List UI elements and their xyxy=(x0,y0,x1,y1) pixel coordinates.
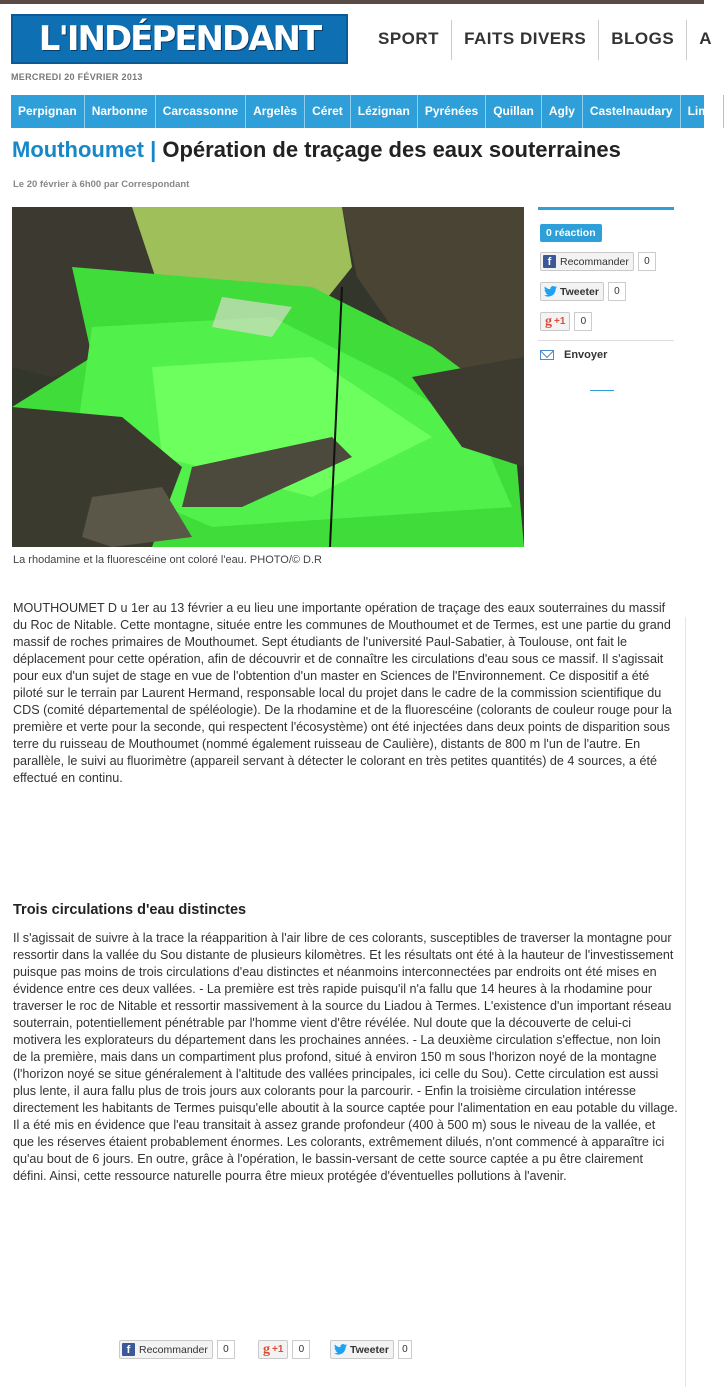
article-paragraph-1: MOUTHOUMET D u 1er au 13 février a eu lieu une importante opération de traçage des eaux souterraines du massif du Roc de Nitable. Cette montagne, située entre les communes de Mouthoumet et de Termes, est une partie du grand massif de roches primaires de Mouthoumet. Sept étudiants de l'université Paul-Sabatier, à Toulouse, ont fait le déplacement pour cette opération, afin de découvrir et de connaître les circulations d'eau sous ce massif. Il s'agissait pour eux d'un sujet de stage en vue de l'obtention d'un master en Sciences de l'Environnement. Ce dispositif a été piloté sur le terrain par Laurent Hermand, responsable local du projet dans le cadre de la commission scientifique du CDS (comité départemental de spéléologie). De la rhodamine et de la fluorescéine (colorants de couleur rouge pour la première et verte pour la seconde, qui respectent l'écosystème) ont été injectées dans deux points de disparition sous terre du ruisseau de Mouthoumet (nommé également ruisseau de Caulière), distants de 800 m l'un de l'autre. En parallèle, le suivi au fluorimètre (appareil servant à détecter le colorant en très petites quantités) de 4 sources, a été effectué en continu. xyxy=(13,601,672,785)
top-bar xyxy=(0,0,704,4)
gplus-icon: g xyxy=(545,313,552,329)
bottom-tweet-count: 0 xyxy=(398,1340,412,1359)
bottom-twitter-tweet-widget xyxy=(330,1340,412,1359)
site-logo-text: L'INDÉPENDANT xyxy=(38,19,321,59)
article-subheading: Trois circulations d'eau distinctes xyxy=(13,902,247,918)
bottom-facebook-recommend-label: Recommander xyxy=(139,1343,208,1356)
city-item-castelnaudary[interactable]: Castelnaudary xyxy=(583,95,681,128)
city-item-argeles[interactable]: Argelès xyxy=(246,95,305,128)
envelope-icon xyxy=(540,350,554,360)
twitter-bird-icon xyxy=(333,1344,347,1356)
bottom-gplus-label: +1 xyxy=(272,1344,284,1355)
river-photo-image xyxy=(12,207,524,547)
social-sidebar xyxy=(538,207,674,361)
facebook-recommend-count: 0 xyxy=(638,252,656,271)
sidebar-divider xyxy=(538,340,674,341)
city-item-narbonne[interactable]: Narbonne xyxy=(85,95,156,128)
bottom-facebook-recommend-count: 0 xyxy=(217,1340,235,1359)
twitter-bird-icon xyxy=(543,286,557,298)
send-label: Envoyer xyxy=(564,349,608,361)
bottom-gplus-button[interactable] xyxy=(258,1340,288,1359)
article-title xyxy=(12,137,702,163)
photo-caption: La rhodamine et la fluorescéine ont coloré l'eau. PHOTO/© D.R xyxy=(13,554,322,566)
article-section[interactable]: Mouthoumet | xyxy=(12,137,157,162)
gplus-label: +1 xyxy=(554,316,566,327)
main-nav xyxy=(366,20,724,60)
article-byline: Le 20 février à 6h00 par Correspondant xyxy=(13,179,190,190)
city-item-lezignan[interactable]: Lézignan xyxy=(351,95,418,128)
city-item-perpignan[interactable]: Perpignan xyxy=(11,95,85,128)
sidebar-loader-mark xyxy=(590,390,614,391)
facebook-recommend-label: Recommander xyxy=(560,255,629,268)
city-item-limoux[interactable]: Limo xyxy=(681,95,724,128)
city-item-ceret[interactable]: Céret xyxy=(305,95,351,128)
send-email-link[interactable] xyxy=(540,349,607,361)
bottom-gplus-count: 0 xyxy=(292,1340,310,1359)
tweet-count: 0 xyxy=(608,282,626,301)
twitter-tweet-widget xyxy=(540,282,626,301)
facebook-recommend-widget xyxy=(540,252,656,271)
city-item-agly[interactable]: Agly xyxy=(542,95,583,128)
facebook-recommend-button[interactable] xyxy=(540,252,634,271)
bottom-tweet-label: Tweeter xyxy=(350,1343,389,1356)
city-nav xyxy=(11,95,717,128)
reactions-badge[interactable]: 0 réaction xyxy=(540,224,602,242)
nav-item-faits-divers[interactable]: FAITS DIVERS xyxy=(452,20,599,60)
article-headline: Opération de traçage des eaux souterraines xyxy=(162,137,621,162)
city-item-carcassonne[interactable]: Carcassonne xyxy=(156,95,246,128)
nav-item-sport[interactable]: SPORT xyxy=(366,20,452,60)
bottom-facebook-recommend-widget xyxy=(119,1340,235,1359)
facebook-icon: f xyxy=(543,255,556,268)
facebook-icon: f xyxy=(122,1343,135,1356)
bottom-facebook-recommend-button[interactable] xyxy=(119,1340,213,1359)
site-logo[interactable] xyxy=(11,14,348,64)
nav-item-more[interactable]: A xyxy=(699,29,712,48)
city-item-pyrenees[interactable]: Pyrénées xyxy=(418,95,486,128)
gplus-icon: g xyxy=(263,1341,270,1357)
article-photo[interactable] xyxy=(12,207,524,547)
bottom-gplus-widget xyxy=(258,1340,310,1359)
gplus-count: 0 xyxy=(574,312,592,331)
gplus-button[interactable] xyxy=(540,312,570,331)
bottom-tweet-button[interactable] xyxy=(330,1340,394,1359)
city-item-quillan[interactable]: Quillan xyxy=(486,95,542,128)
tweet-label: Tweeter xyxy=(560,285,599,298)
article-paragraph-2: Il s'agissait de suivre à la trace la réapparition à l'air libre de ces colorants, susceptibles de traverser la montagne pour ressortir dans la vallée du Sou distante de plusieurs kilomètres. Et les résultats ont été à la hauteur de l'investissement puisque pas moins de trois circulations d'eau distinctes et néanmoins interconnectées par endroits ont été mises en évidence entre ces deux vallées. - La première est très rapide puisqu'il n'a fallu que 14 heures à la rhodamine pour traverser le roc de Nitable et ressortir massivement à la source du Liadou à Termes. L'existence d'un important réseau souterrain, potentiellement pénétrable par l'homme vient d'être révélée. Nul doute que la découverte de celui-ci motivera les explorateurs du département dans les prochaines années. - La deuxième circulation s'effectue, non loin de la première, mais dans un compartiment plus profond, situé à environ 150 m sous l'horizon noyé de la montagne (l'horizon noyé se situe généralement à l'altitude des vallées principales, ici celle du Sou). Cette circulation est aussi plus lente, il aura fallu plus de trois jours aux colorants pour la parcourir. - Enfin la troisième circulation intéresse directement les habitants de Termes puisqu'elle aboutit à la source captée pour l'alimentation en eau potable du village. Il a été mis en évidence que l'eau transitait à assez grande profondeur (400 à 500 m) sous le niveau de la vallée, et que les réserves étaient probablement énormes. Les colorants, extrêmement dilués, n'ont commencé à apparaître ici qu'au bout de 6 jours. En outre, grâce à l'opération, le bassin-versant de cette source captée a pu être clairement défini. Ainsi, cette ressource naturelle pourra être mieux protégée d'éventuelles pollutions à l'avenir. xyxy=(13,931,678,1183)
tweet-button[interactable] xyxy=(540,282,604,301)
nav-item-blogs[interactable]: BLOGS xyxy=(599,20,687,60)
gplus-widget xyxy=(540,312,592,331)
column-divider xyxy=(685,617,686,1387)
header-date: MERCREDI 20 FÉVRIER 2013 xyxy=(11,72,143,82)
